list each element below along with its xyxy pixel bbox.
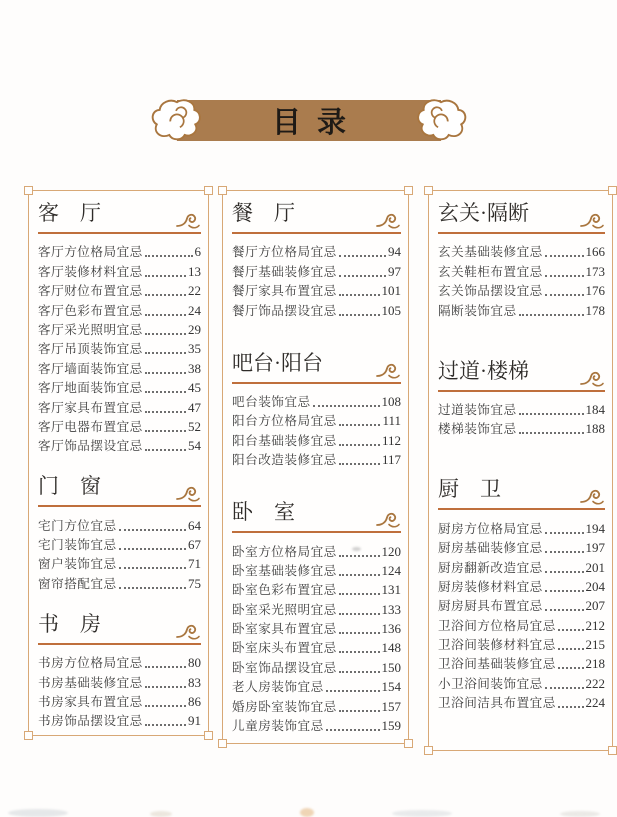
- corner-ornament: [218, 739, 227, 748]
- dot-leader: [313, 405, 380, 407]
- dot-leader: [339, 651, 380, 653]
- toc-entry-label: 客厅色彩布置宜忌: [38, 303, 143, 318]
- toc-entry: [438, 653, 605, 672]
- toc-entry-label: 小卫浴间装饰宜忌: [438, 676, 543, 691]
- dot-leader: [339, 275, 386, 277]
- dot-leader: [519, 413, 584, 415]
- toc-entry-page: 124: [381, 562, 401, 578]
- toc-entry-label: 客厅吊顶装饰宜忌: [38, 342, 143, 357]
- dot-leader: [558, 648, 584, 650]
- toc-entry-page: 94: [388, 244, 401, 260]
- dot-leader: [145, 411, 186, 413]
- toc-entry: [38, 416, 201, 435]
- toc-entry-label: 卫浴间方位格局宜忌: [438, 618, 556, 633]
- toc-entry: [232, 695, 401, 714]
- toc-entry-page: 6: [194, 244, 201, 260]
- section-entry-list: [438, 517, 605, 711]
- toc-entry-label: 吧台装饰宜忌: [232, 394, 311, 409]
- toc-entry: [38, 514, 201, 533]
- dot-leader: [545, 571, 584, 573]
- cloud-scroll-icon: [375, 509, 401, 530]
- toc-entry-page: 117: [381, 452, 401, 468]
- dot-leader: [558, 629, 584, 631]
- cloud-scroll-icon: [175, 621, 201, 642]
- toc-entry-label: 厨房基础装修宜忌: [438, 541, 543, 556]
- toc-entry: [232, 260, 401, 279]
- toc-entry-label: 厨房厨具布置宜忌: [438, 599, 543, 614]
- dot-leader: [339, 555, 380, 557]
- toc-section: [438, 357, 605, 438]
- toc-entry-page: 29: [188, 321, 201, 337]
- toc-entry-page: 64: [188, 517, 201, 533]
- dot-leader: [145, 705, 186, 707]
- scan-artifact: [8, 809, 68, 817]
- toc-entry-page: 178: [585, 302, 605, 318]
- dot-leader: [119, 567, 186, 569]
- toc-entry-label: 厨房装修材料宜忌: [438, 579, 543, 594]
- toc-entry-label: 客厅装修材料宜忌: [38, 264, 143, 279]
- toc-entry-label: 卧室色彩布置宜忌: [232, 583, 337, 598]
- section-title: 吧台·阳台: [232, 350, 323, 375]
- dot-leader: [339, 593, 380, 595]
- toc-entry-label: 餐厅家具布置宜忌: [232, 284, 337, 299]
- toc-column-1: [28, 190, 209, 736]
- section-title: 书 房: [38, 611, 101, 636]
- dot-leader: [119, 548, 186, 550]
- toc-entry-page: 24: [188, 302, 201, 318]
- section-header: [232, 349, 401, 377]
- corner-ornament: [204, 731, 213, 740]
- toc-entry-label: 窗户装饰宜忌: [38, 557, 117, 572]
- toc-entry-page: 197: [585, 540, 605, 556]
- toc-entry-label: 厨房方位格局宜忌: [438, 521, 543, 536]
- toc-entry: [38, 671, 201, 690]
- toc-entry-page: 218: [585, 656, 605, 672]
- toc-entry: [38, 280, 201, 299]
- dot-leader: [145, 294, 186, 296]
- toc-entry-label: 儿童房装饰宜忌: [232, 719, 324, 734]
- toc-entry-label: 卧室饰品摆设宜忌: [232, 660, 337, 675]
- cloud-scroll-icon: [375, 210, 401, 231]
- dot-leader: [339, 632, 380, 634]
- dot-leader: [545, 609, 584, 611]
- toc-entry-page: 204: [585, 578, 605, 594]
- toc-entry-page: 105: [381, 302, 401, 318]
- toc-section: [438, 475, 605, 711]
- dot-leader: [558, 667, 584, 669]
- toc-entry-label: 客厅采光照明宜忌: [38, 322, 143, 337]
- toc-entry-label: 老人房装饰宜忌: [232, 680, 324, 695]
- section-underline: [438, 232, 605, 234]
- corner-ornament: [24, 186, 33, 195]
- toc-entry: [438, 556, 605, 575]
- dot-leader: [545, 294, 584, 296]
- toc-entry-page: 45: [188, 380, 201, 396]
- toc-section: [38, 610, 201, 730]
- toc-entry: [232, 715, 401, 734]
- section-underline: [38, 505, 201, 507]
- toc-entry-page: 120: [381, 543, 401, 559]
- dot-leader: [339, 463, 380, 465]
- dot-leader: [145, 333, 186, 335]
- toc-entry: [38, 691, 201, 710]
- toc-entry-label: 卫浴间装修材料宜忌: [438, 638, 556, 653]
- dot-leader: [339, 424, 381, 426]
- toc-entry-page: 133: [381, 601, 401, 617]
- toc-entry-page: 154: [381, 679, 401, 695]
- toc-entry-page: 108: [381, 393, 401, 409]
- toc-entry-label: 书房饰品摆设宜忌: [38, 714, 143, 729]
- dot-leader: [339, 613, 380, 615]
- toc-entry: [38, 319, 201, 338]
- dot-leader: [145, 686, 186, 688]
- toc-entry: [232, 579, 401, 598]
- cloud-scroll-icon: [175, 210, 201, 231]
- cloud-scroll-icon: [175, 483, 201, 504]
- page-title: 目录: [271, 107, 362, 139]
- toc-entry-label: 宅门方位宜忌: [38, 518, 117, 533]
- corner-ornament: [424, 186, 433, 195]
- toc-entry-label: 客厅电器布置宜忌: [38, 419, 143, 434]
- section-underline: [232, 232, 401, 234]
- toc-entry-page: 54: [188, 438, 201, 454]
- toc-entry: [438, 576, 605, 595]
- section-title: 玄关·隔断: [438, 201, 529, 225]
- toc-entry-label: 卧室采光照明宜忌: [232, 602, 337, 617]
- toc-entry-label: 书房基础装修宜忌: [38, 675, 143, 690]
- toc-entry-label: 宅门装饰宜忌: [38, 538, 117, 553]
- toc-entry: [38, 396, 201, 415]
- cloud-scroll-icon: [375, 360, 401, 381]
- toc-entry-label: 客厅财位布置宜忌: [38, 284, 143, 299]
- toc-entry-page: 184: [585, 401, 605, 417]
- toc-entry-page: 38: [188, 360, 201, 376]
- dot-leader: [145, 666, 186, 668]
- toc-entry: [438, 537, 605, 556]
- toc-entry-page: 35: [188, 341, 201, 357]
- toc-entry: [438, 595, 605, 614]
- toc-entry-label: 窗帘搭配宜忌: [38, 576, 117, 591]
- dot-leader: [545, 551, 584, 553]
- toc-entry-label: 卫浴间基础装修宜忌: [438, 657, 556, 672]
- toc-entry-label: 卧室家具布置宜忌: [232, 622, 337, 637]
- corner-ornament: [404, 186, 413, 195]
- toc-entry: [232, 429, 401, 448]
- toc-column-2: [222, 190, 409, 744]
- dot-leader: [145, 255, 193, 257]
- dot-leader: [545, 275, 584, 277]
- section-title: 餐 厅: [232, 201, 295, 225]
- toc-entry: [232, 241, 401, 260]
- toc-entry-page: 212: [585, 617, 605, 633]
- toc-entry: [232, 637, 401, 656]
- dot-leader: [145, 449, 186, 451]
- toc-entry-label: 卧室方位格局宜忌: [232, 544, 337, 559]
- section-header: [38, 472, 201, 500]
- toc-entry-page: 75: [188, 575, 201, 591]
- section-header: [232, 498, 401, 526]
- corner-ornament: [424, 746, 433, 755]
- corner-ornament: [204, 186, 213, 195]
- section-title: 门 窗: [38, 474, 101, 499]
- toc-entry: [438, 260, 605, 279]
- section-header: [438, 475, 605, 503]
- toc-entry-label: 玄关鞋柜布置宜忌: [438, 264, 543, 279]
- toc-entry-page: 148: [381, 640, 401, 656]
- toc-entry: [232, 618, 401, 637]
- toc-entry-page: 86: [188, 694, 201, 710]
- scan-artifact: [300, 808, 314, 817]
- toc-entry: [232, 656, 401, 675]
- toc-entry: [438, 517, 605, 536]
- toc-entry: [438, 672, 605, 691]
- toc-entry-label: 餐厅方位格局宜忌: [232, 245, 337, 260]
- toc-entry: [38, 241, 201, 260]
- toc-entry-label: 客厅墙面装饰宜忌: [38, 361, 143, 376]
- toc-entry: [438, 614, 605, 633]
- toc-entry: [38, 572, 201, 591]
- toc-entry-label: 客厅地面装饰宜忌: [38, 381, 143, 396]
- toc-entry: [38, 357, 201, 376]
- toc-entry-label: 隔断装饰宜忌: [438, 303, 517, 318]
- dot-leader: [145, 352, 186, 354]
- toc-entry-label: 客厅饰品摆设宜忌: [38, 439, 143, 454]
- section-entry-list: [38, 241, 201, 454]
- toc-entry-page: 80: [188, 655, 201, 671]
- corner-ornament: [218, 186, 227, 195]
- corner-ornament: [608, 746, 617, 755]
- toc-entry-page: 71: [188, 556, 201, 572]
- toc-entry: [438, 692, 605, 711]
- section-underline: [232, 531, 401, 533]
- dot-leader: [339, 294, 380, 296]
- section-title: 卧 室: [232, 500, 295, 525]
- scan-artifact: [150, 811, 172, 817]
- toc-entry-page: 222: [585, 675, 605, 691]
- toc-entry: [38, 377, 201, 396]
- section-header: [438, 357, 605, 385]
- dot-leader: [145, 314, 186, 316]
- toc-entry: [38, 652, 201, 671]
- toc-section: [438, 199, 605, 319]
- toc-entry-label: 阳台基础装修宜忌: [232, 433, 337, 448]
- dot-leader: [145, 275, 186, 277]
- toc-entry-label: 卫浴间洁具布置宜忌: [438, 696, 556, 711]
- scan-artifact: [392, 810, 452, 817]
- toc-section: [38, 472, 201, 592]
- toc-entry-page: 67: [188, 537, 201, 553]
- section-entry-list: [438, 241, 605, 319]
- section-title: 厨 卫: [438, 477, 501, 502]
- dot-leader: [519, 314, 584, 316]
- toc-entry-label: 卧室床头布置宜忌: [232, 641, 337, 656]
- toc-entry-label: 书房方位格局宜忌: [38, 656, 143, 671]
- toc-section: [232, 349, 401, 469]
- toc-entry-label: 书房家具布置宜忌: [38, 695, 143, 710]
- dot-leader: [145, 391, 186, 393]
- dot-leader: [145, 430, 186, 432]
- toc-entry: [232, 391, 401, 410]
- section-header: [38, 610, 201, 638]
- toc-entry-label: 阳台改造装修宜忌: [232, 453, 337, 468]
- toc-entry-label: 阳台方位格局宜忌: [232, 414, 337, 429]
- dot-leader: [545, 687, 584, 689]
- toc-entry-label: 厨房翻新改造宜忌: [438, 560, 543, 575]
- section-title: 客 厅: [38, 201, 101, 225]
- toc-entry-page: 201: [585, 559, 605, 575]
- toc-entry: [38, 534, 201, 553]
- dot-leader: [326, 729, 380, 731]
- toc-section: [232, 199, 401, 319]
- corner-ornament: [404, 739, 413, 748]
- dot-leader: [339, 574, 380, 576]
- toc-entry: [438, 634, 605, 653]
- dot-leader: [339, 314, 380, 316]
- section-header: [438, 199, 605, 227]
- toc-entry-page: 83: [188, 674, 201, 690]
- toc-entry-page: 97: [388, 263, 401, 279]
- toc-entry: [38, 553, 201, 572]
- dot-leader: [545, 532, 584, 534]
- toc-entry-page: 215: [585, 637, 605, 653]
- toc-entry: [438, 299, 605, 318]
- dot-leader: [545, 590, 584, 592]
- toc-entry-label: 餐厅基础装修宜忌: [232, 264, 337, 279]
- toc-entry-page: 188: [585, 421, 605, 437]
- dot-leader: [519, 432, 584, 434]
- toc-entry-label: 婚房卧室装饰宜忌: [232, 699, 337, 714]
- toc-entry: [438, 241, 605, 260]
- toc-entry: [232, 598, 401, 617]
- toc-entry: [232, 540, 401, 559]
- toc-entry-label: 楼梯装饰宜忌: [438, 422, 517, 437]
- toc-entry-page: 157: [381, 698, 401, 714]
- ruyi-cloud-icon: [415, 97, 467, 144]
- cloud-scroll-icon: [579, 486, 605, 507]
- section-underline: [438, 508, 605, 510]
- toc-entry-label: 餐厅饰品摆设宜忌: [232, 303, 337, 318]
- scan-artifact: [352, 547, 361, 551]
- toc-entry: [232, 280, 401, 299]
- toc-entry: [438, 418, 605, 437]
- dot-leader: [145, 372, 186, 374]
- toc-entry: [438, 399, 605, 418]
- toc-entry-page: 194: [585, 520, 605, 536]
- section-underline: [438, 390, 605, 392]
- section-entry-list: [232, 540, 401, 734]
- section-title: 过道·楼梯: [438, 358, 529, 383]
- corner-ornament: [24, 731, 33, 740]
- section-entry-list: [232, 391, 401, 469]
- toc-entry: [232, 560, 401, 579]
- toc-entry-page: 52: [188, 418, 201, 434]
- toc-entry-label: 过道装饰宜忌: [438, 402, 517, 417]
- toc-entry-page: 173: [585, 263, 605, 279]
- toc-entry-page: 159: [381, 718, 401, 734]
- toc-entry-page: 111: [382, 413, 401, 429]
- toc-entry: [38, 435, 201, 454]
- toc-entry-page: 136: [381, 621, 401, 637]
- toc-entry-label: 客厅方位格局宜忌: [38, 245, 143, 260]
- section-entry-list: [438, 399, 605, 438]
- toc-entry-page: 13: [188, 263, 201, 279]
- dot-leader: [326, 690, 380, 692]
- toc-entry: [232, 410, 401, 429]
- toc-banner: [177, 100, 441, 141]
- toc-entry-page: 101: [381, 283, 401, 299]
- toc-entry-label: 卧室基础装修宜忌: [232, 563, 337, 578]
- toc-section: [38, 199, 201, 454]
- section-underline: [232, 382, 401, 384]
- toc-entry: [38, 260, 201, 279]
- toc-entry-page: 112: [381, 432, 401, 448]
- toc-entry: [232, 449, 401, 468]
- toc-entry-label: 玄关基础装修宜忌: [438, 245, 543, 260]
- scan-artifact: [560, 811, 600, 817]
- toc-entry-page: 91: [188, 713, 201, 729]
- dot-leader: [339, 671, 380, 673]
- dot-leader: [119, 529, 186, 531]
- section-header: [232, 199, 401, 227]
- toc-column-3: [428, 190, 613, 751]
- dot-leader: [339, 255, 386, 257]
- section-entry-list: [38, 652, 201, 730]
- toc-entry-label: 客厅家具布置宜忌: [38, 400, 143, 415]
- corner-ornament: [608, 186, 617, 195]
- section-underline: [38, 232, 201, 234]
- cloud-scroll-icon: [579, 210, 605, 231]
- section-entry-list: [38, 514, 201, 592]
- toc-entry-page: 131: [381, 582, 401, 598]
- toc-entry-page: 224: [585, 695, 605, 711]
- dot-leader: [145, 724, 186, 726]
- toc-entry: [232, 299, 401, 318]
- dot-leader: [545, 255, 584, 257]
- toc-entry: [38, 299, 201, 318]
- toc-entry-page: 150: [381, 659, 401, 675]
- toc-entry-page: 22: [188, 283, 201, 299]
- toc-entry: [438, 280, 605, 299]
- dot-leader: [119, 587, 186, 589]
- dot-leader: [339, 710, 380, 712]
- toc-entry-page: 207: [585, 598, 605, 614]
- toc-section: [232, 498, 401, 734]
- section-underline: [38, 643, 201, 645]
- toc-entry: [38, 710, 201, 729]
- section-header: [38, 199, 201, 227]
- dot-leader: [558, 706, 584, 708]
- toc-entry-page: 47: [188, 399, 201, 415]
- toc-entry-label: 玄关饰品摆设宜忌: [438, 284, 543, 299]
- toc-entry: [38, 338, 201, 357]
- toc-entry-page: 176: [585, 283, 605, 299]
- cloud-scroll-icon: [579, 368, 605, 389]
- toc-entry: [232, 676, 401, 695]
- dot-leader: [339, 444, 380, 446]
- toc-entry-page: 166: [585, 244, 605, 260]
- section-entry-list: [232, 241, 401, 319]
